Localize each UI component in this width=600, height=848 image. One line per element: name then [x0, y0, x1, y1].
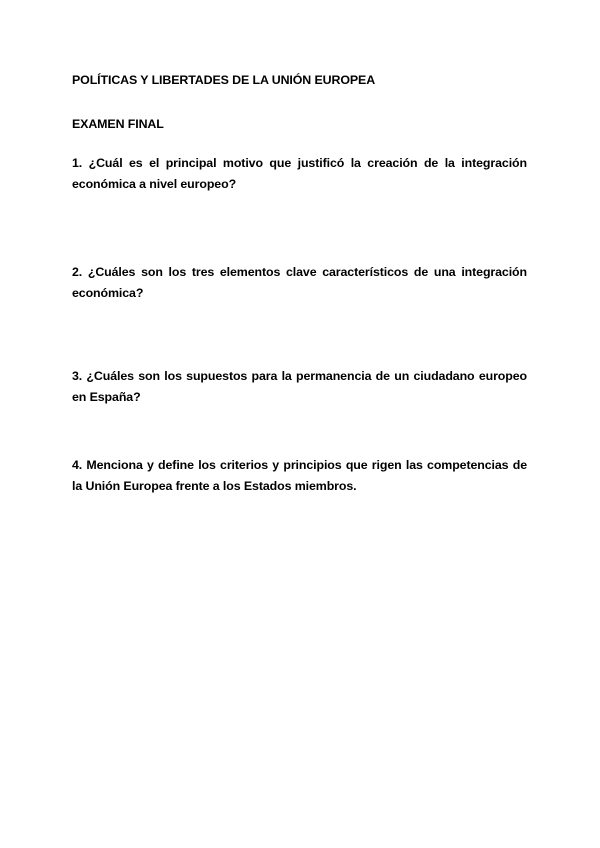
question-4: 4. Menciona y define los criterios y principios que rigen las competencias de la Unión Europea frente a los Estados miembros.	[72, 458, 527, 493]
question-3: 3. ¿Cuáles son los supuestos para la permanencia de un ciudadano europeo en España?	[72, 369, 527, 404]
exam-subtitle: EXAMEN FINAL	[72, 117, 164, 131]
question-1: 1. ¿Cuál es el principal motivo que justificó la creación de la integración económica a nivel europeo?	[72, 156, 527, 191]
question-2: 2. ¿Cuáles son los tres elementos clave característicos de una integración económica?	[72, 265, 527, 300]
document-title: POLÍTICAS Y LIBERTADES DE LA UNIÓN EUROPEA	[72, 73, 376, 87]
